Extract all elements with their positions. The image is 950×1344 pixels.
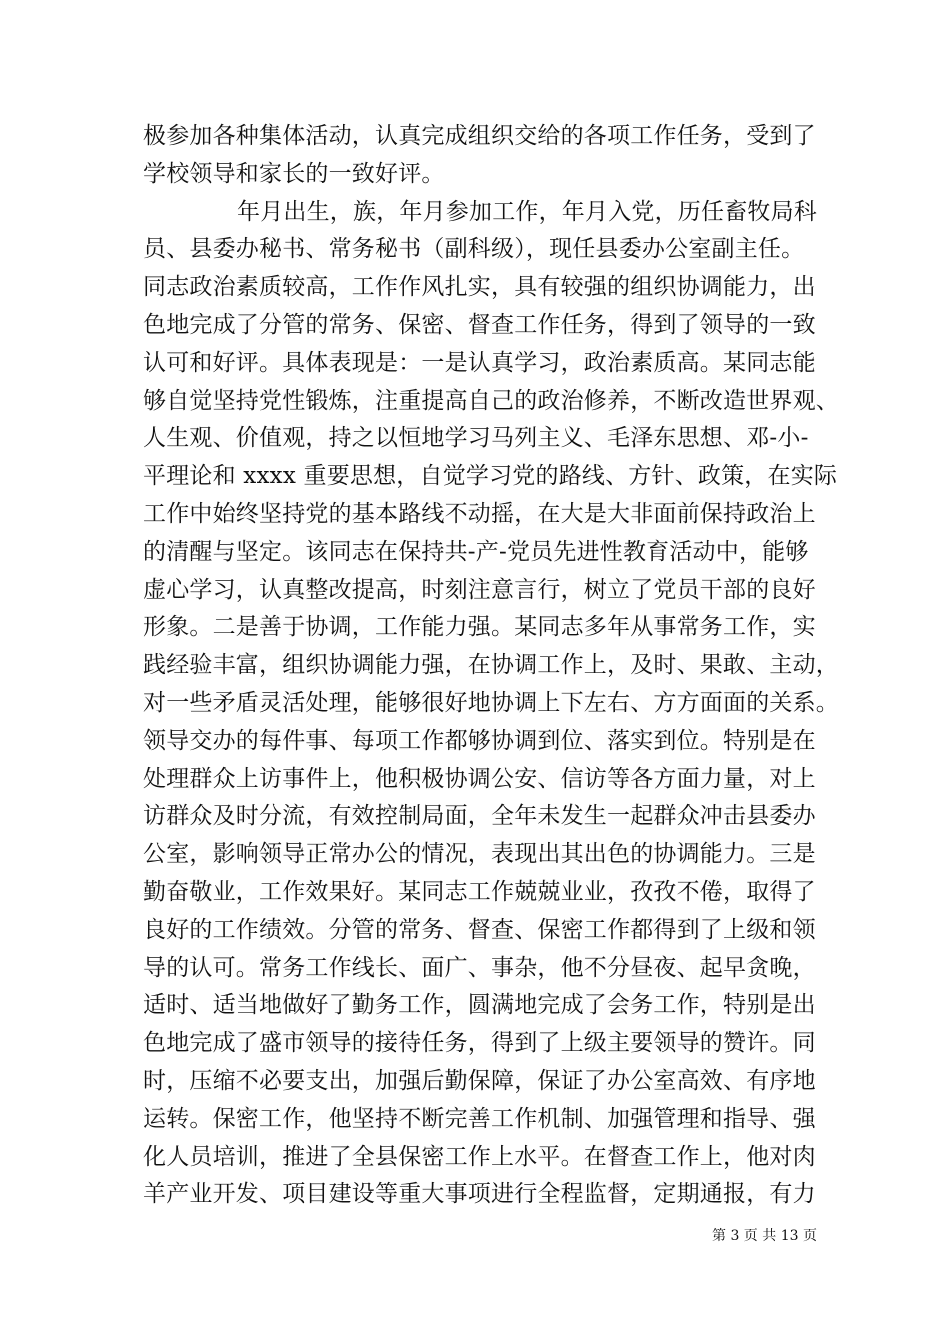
text-line: 同志政治素质较高，工作作风扎实，具有较强的组织协调能力，出 <box>143 274 816 301</box>
text-line: 处理群众上访事件上，他积极协调公安、信访等各方面力量，对上 <box>143 765 816 792</box>
text-line: 学校领导和家长的一致好评。 <box>143 160 445 187</box>
document-body <box>143 118 839 1214</box>
text-line: 的清醒与坚定。该同志在保持共-产-党员先进性教育活动中，能够 <box>143 538 809 565</box>
text-line: 访群众及时分流，有效控制局面，全年未发生一起群众冲击县委办 <box>143 803 816 830</box>
text-line: 工作中始终坚持党的基本路线不动摇，在大是大非面前保持政治上 <box>143 500 816 527</box>
text-line: 认可和好评。具体表现是：一是认真学习，政治素质高。某同志能 <box>143 349 816 376</box>
text-line: 极参加各种集体活动，认真完成组织交给的各项工作任务，受到了 <box>143 123 816 149</box>
text-line: 运转。保密工作，他坚持不断完善工作机制、加强管理和指导、强 <box>143 1105 816 1132</box>
text-line: 人生观、价值观，持之以恒地学习马列主义、毛泽东思想、邓-小- <box>143 425 809 452</box>
text-line: 形象。二是善于协调，工作能力强。某同志多年从事常务工作，实 <box>143 614 816 641</box>
text-line: 适时、适当地做好了勤务工作，圆满地完成了会务工作，特别是出 <box>143 992 816 1019</box>
text-line: 践经验丰富，组织协调能力强，在协调工作上，及时、果敢、主动， <box>143 652 839 679</box>
paragraph-start-line: 年月出生，族，年月参加工作，年月入党，历任畜牧局科 <box>237 198 817 225</box>
text-line: 时，压缩不必要支出，加强后勤保障，保证了办公室高效、有序地 <box>143 1067 816 1094</box>
text-line: 员、县委办秘书、常务秘书（副科级），现任县委办公室副主任。 <box>143 236 805 263</box>
text-line: 公室，影响领导正常办公的情况，表现出其出色的协调能力。三是 <box>143 841 816 868</box>
text-line: 虚心学习，认真整改提高，时刻注意言行，树立了党员干部的良好 <box>143 576 816 603</box>
text-line: 勤奋敬业，工作效果好。某同志工作兢兢业业，孜孜不倦，取得了 <box>143 878 816 905</box>
text-line: 色地完成了分管的常务、保密、督查工作任务，得到了领导的一致 <box>143 311 816 338</box>
text-line: 对一些矛盾灵活处理，能够很好地协调上下左右、方方面面的关系。 <box>143 689 839 716</box>
text-line: 导的认可。常务工作线长、面广、事杂，他不分昼夜、起早贪晚， <box>143 954 816 981</box>
text-line: 羊产业开发、项目建设等重大事项进行全程监督，定期通报，有力 <box>143 1181 816 1208</box>
text-line: 良好的工作绩效。分管的常务、督查、保密工作都得到了上级和领 <box>143 916 816 943</box>
text-line: 领导交办的每件事、每项工作都够协调到位、落实到位。特别是在 <box>143 727 816 754</box>
page-number-footer: 第 3 页 共 13 页 <box>712 1228 817 1244</box>
text-line: 平理论和 xxxx 重要思想，自觉学习党的路线、方针、政策，在实际 <box>143 463 838 490</box>
text-line: 色地完成了盛市领导的接待任务，得到了上级主要领导的赞许。同 <box>143 1030 816 1057</box>
text-line: 化人员培训，推进了全县保密工作上水平。在督查工作上，他对肉 <box>143 1143 816 1170</box>
text-line: 够自觉坚持党性锻炼，注重提高自己的政治修养，不断改造世界观、 <box>143 387 839 414</box>
